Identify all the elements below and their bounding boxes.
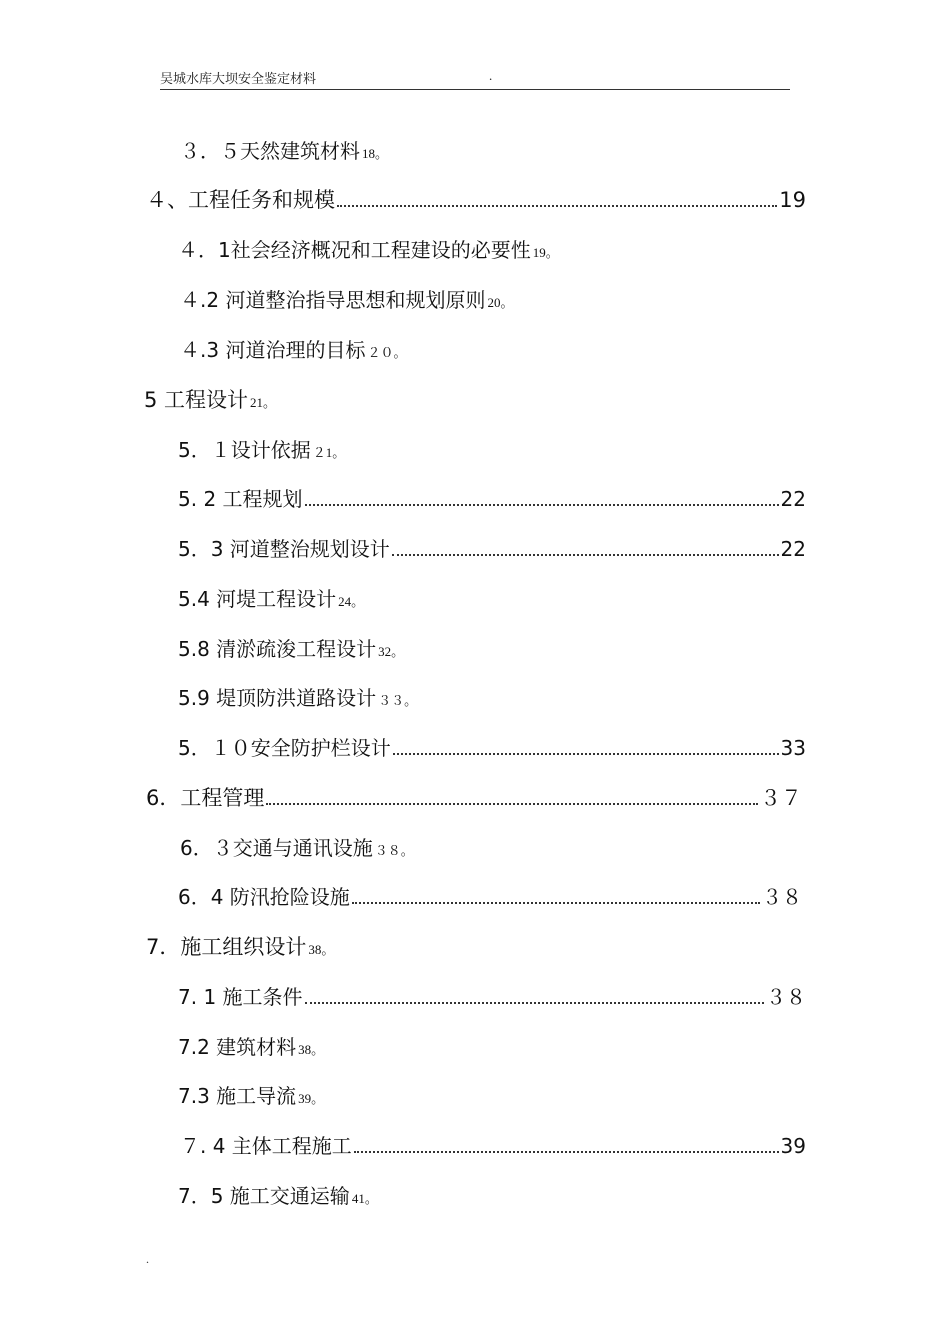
toc-entry-title: 5.8 清淤疏浚工程设计 (178, 637, 377, 661)
toc-entry-page: 22 (780, 487, 806, 511)
toc-entry-title: 6．３交通与通讯设施 (180, 836, 373, 860)
toc-entry-page: ３８ (762, 885, 802, 909)
toc-entry-title: ３．５天然建筑材料 (180, 139, 360, 163)
toc-entry-page: 20。 (487, 295, 514, 310)
toc-entry-title: 7.2 建筑材料 (178, 1035, 297, 1059)
footer-dot: . (146, 1252, 149, 1266)
toc-entry[interactable] (178, 735, 806, 761)
toc-entry-page: 18。 (362, 146, 389, 161)
toc-entry[interactable] (146, 785, 802, 811)
toc-entry[interactable] (178, 237, 559, 266)
toc-entry-title: 7．施工组织设计 (146, 935, 307, 959)
toc-entry-title: 5.9 堤顶防洪道路设计 (178, 686, 377, 710)
dot-leader (337, 204, 777, 207)
toc-entry[interactable] (178, 984, 806, 1010)
toc-entry-page: ２1。 (312, 445, 346, 460)
toc-entry[interactable] (180, 835, 414, 864)
toc-entry[interactable] (144, 387, 276, 416)
dot-leader (393, 752, 779, 755)
dot-leader (352, 901, 760, 904)
toc-entry-page: 33 (780, 736, 806, 760)
toc-entry-page: ３３。 (378, 693, 418, 708)
toc-entry-page: 38。 (308, 942, 335, 957)
toc-entry[interactable] (178, 1083, 324, 1112)
toc-entry-page: 19 (779, 188, 806, 212)
toc-entry[interactable] (180, 1133, 806, 1159)
toc-entry[interactable] (178, 884, 802, 910)
toc-entry[interactable] (146, 934, 334, 963)
toc-entry-title: 7. 1 施工条件 (178, 985, 303, 1009)
toc-entry[interactable] (178, 1034, 324, 1063)
toc-entry-title: 6．4 防汛抢险设施 (178, 885, 350, 909)
toc-entry-title: ７. 4 主体工程施工 (180, 1134, 352, 1158)
toc-entry[interactable] (178, 636, 404, 665)
toc-entry-page: 21。 (250, 395, 277, 410)
dot-leader (392, 553, 779, 556)
toc-entry-page: 41。 (351, 1191, 378, 1206)
header-title: 吴城水库大坝安全鉴定材料 (160, 71, 317, 86)
toc-entry[interactable] (178, 685, 417, 714)
toc-entry-page: 22 (780, 537, 806, 561)
toc-entry[interactable] (180, 287, 513, 316)
dot-leader (354, 1150, 779, 1153)
toc-entry-title: ４．1社会经济概况和工程建设的必要性 (178, 238, 531, 262)
toc-entry[interactable] (178, 586, 364, 615)
toc-entry-page: 38。 (298, 1042, 325, 1057)
toc-entry-page: 39 (780, 1134, 806, 1158)
toc-entry-title: 5．１０安全防护栏设计 (178, 736, 391, 760)
toc-entry-title: 6．工程管理 (146, 786, 265, 810)
toc-entry-page: ３８ (766, 985, 806, 1009)
toc-entry-page: 39。 (298, 1091, 325, 1106)
toc-entry-title: 5. 2 工程规划 (178, 487, 303, 511)
dot-leader (305, 1001, 764, 1004)
toc-entry-page: 32。 (378, 644, 405, 659)
toc-entry-page: 19。 (532, 245, 559, 260)
toc-entry-title: ４.3 河道治理的目标 (180, 338, 366, 362)
toc-entry-title: ４、工程任务和规模 (146, 188, 335, 212)
toc-entry[interactable] (178, 486, 806, 512)
toc-entry-title: ４.2 河道整治指导思想和规划原则 (180, 288, 486, 312)
toc-entry[interactable] (146, 187, 806, 213)
toc-entry-page: ３７ (760, 786, 802, 810)
toc-entry-title: 7.3 施工导流 (178, 1084, 297, 1108)
toc-entry-title: 5.4 河堤工程设计 (178, 587, 337, 611)
toc-entry-title: 5．3 河道整治规划设计 (178, 537, 390, 561)
toc-entry-page: 24。 (338, 594, 365, 609)
toc-entry-page: ３８。 (374, 843, 414, 858)
toc-entry[interactable] (180, 337, 406, 366)
toc-entry[interactable] (178, 437, 345, 466)
header-dot: . (489, 68, 493, 83)
toc-entry-title: 5 工程设计 (144, 388, 249, 412)
dot-leader (266, 802, 758, 805)
toc-entry-page: ２０。 (367, 345, 407, 360)
toc-entry[interactable] (180, 138, 388, 167)
toc-entry-title: 7．5 施工交通运输 (178, 1184, 350, 1208)
toc-entry[interactable] (178, 1183, 378, 1212)
dot-leader (305, 503, 779, 506)
toc-entry-title: 5．１设计依据 (178, 438, 311, 462)
toc-entry[interactable] (178, 536, 806, 562)
